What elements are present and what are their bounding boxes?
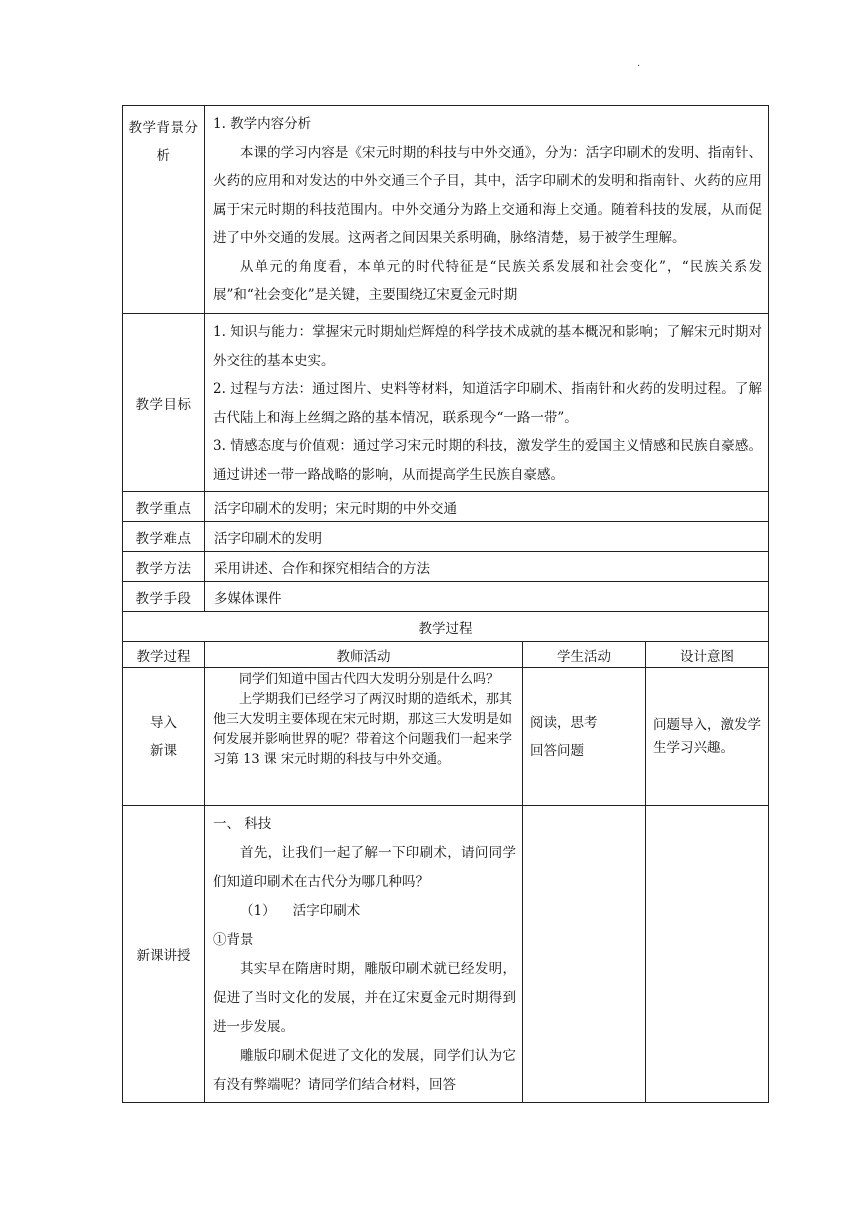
objectives-row (123, 314, 769, 492)
background-content (205, 106, 769, 314)
header-intent: 设计意图 (646, 642, 769, 668)
method-value: 采用讲述、合作和探究相结合的方法 (205, 552, 769, 582)
objectives-label: 教学目标 (123, 314, 205, 492)
objective-item-3: 3. 情感态度与价值观：通过学习宋元时期的科技，激发学生的爱国主义情感和民族自豪感。通过讲述一带一路战略的影响，从而提高学生民族自豪感。 (213, 438, 762, 483)
new-lesson-paragraph-3: 雕版印刷术促进了文化的发展，同学们认为它有没有弊端呢？请同学们结合材料，回答 (213, 1048, 516, 1093)
means-row (123, 582, 769, 612)
intro-stage (123, 668, 205, 806)
intro-teacher-activity (205, 668, 523, 806)
background-paragraph-1: 本课的学习内容是《宋元时期的科技与中外交通》，分为：活字印刷术的发明、指南针、火药的应用和对发达的中外交通三个子目，其中，活字印刷术的发明和指南针、火药的应用属于宋元时期的科技范围内。中外交通分为路上交通和海上交通。随着科技的发展，从而促进了中外交通的发展。这两者之间因果关系明确，脉络清楚，易于被学生理解。 (213, 144, 762, 246)
background-heading: 1. 教学内容分析 (213, 116, 312, 132)
process-title-row (123, 612, 769, 642)
intro-stage-line-1: 导入 (150, 714, 177, 731)
background-label: 教学背景分析 (123, 106, 205, 314)
difficulty-label: 教学难点 (123, 522, 205, 552)
intro-student-line-1: 阅读，思考 (530, 714, 598, 731)
new-lesson-sub-heading: （1） 活字印刷术 (240, 903, 361, 919)
new-lesson-paragraph-1: 首先，让我们一起了解一下印刷术，请问同学们知道印刷术在古代分为哪几种吗？ (213, 845, 516, 890)
new-lesson-design-intent (646, 806, 769, 1103)
new-lesson-stage: 新课讲授 (123, 806, 205, 1103)
key-point-value: 活字印刷术的发明；宋元时期的中外交通 (205, 492, 769, 522)
intro-stage-line-2: 新课 (150, 742, 177, 759)
intro-teacher-paragraph-1: 同学们知道中国古代四大发明分别是什么吗？ (239, 672, 500, 687)
difficulty-row (123, 522, 769, 552)
difficulty-value: 活字印刷术的发明 (205, 522, 769, 552)
key-point-row (123, 492, 769, 522)
header-teacher: 教师活动 (205, 642, 523, 668)
process-header-row (123, 642, 769, 668)
objectives-content (205, 314, 769, 492)
intro-design-intent: 问题导入，激发学生学习兴趣。 (646, 668, 769, 806)
header-stage: 教学过程 (123, 642, 205, 668)
process-title: 教学过程 (123, 612, 769, 642)
background-row (123, 106, 769, 314)
objective-item-1: 1. 知识与能力：掌握宋元时期灿烂辉煌的科学技术成就的基本概况和影响；了解宋元时期对外交往的基本史实。 (213, 324, 762, 369)
intro-teacher-paragraph-2: 上学期我们已经学习了两汉时期的造纸术，那其他三大发明主要体现在宋元时期，那这三大发明是如何发展并影响世界的呢？带着这个问题我们一起来学习第 13 课 宋元时期的科技与中外交通。 (213, 692, 513, 767)
means-label: 教学手段 (123, 582, 205, 612)
new-lesson-paragraph-2: 其实早在隋唐时期，雕版印刷术就已经发明，促进了当时文化的发展，并在辽宋夏金元时期得到进一步发展。 (213, 961, 516, 1035)
new-lesson-row (123, 806, 769, 1103)
means-value: 多媒体课件 (205, 582, 769, 612)
new-lesson-heading: 一、 科技 (213, 816, 272, 832)
new-lesson-student-activity (523, 806, 646, 1103)
new-lesson-teacher-activity (205, 806, 523, 1103)
lesson-plan-table (122, 105, 769, 1103)
intro-student-line-2: 回答问题 (530, 742, 584, 759)
method-label: 教学方法 (123, 552, 205, 582)
intro-student-activity (523, 668, 646, 806)
key-point-label: 教学重点 (123, 492, 205, 522)
new-lesson-sub-point: ①背景 (213, 932, 254, 948)
method-row (123, 552, 769, 582)
background-paragraph-2: 从单元的角度看，本单元的时代特征是“民族关系发展和社会变化”，“民族关系发展”和“社会变化”是关键，主要围绕辽宋夏金元时期 (213, 258, 762, 303)
page-marker: . (637, 58, 641, 69)
objective-item-2: 2. 过程与方法：通过图片、史料等材料，知道活字印刷术、指南针和火药的发明过程。了解古代陆上和海上丝绸之路的基本情况，联系现今“一路一带”。 (213, 381, 762, 426)
intro-row (123, 668, 769, 806)
header-student: 学生活动 (523, 642, 646, 668)
